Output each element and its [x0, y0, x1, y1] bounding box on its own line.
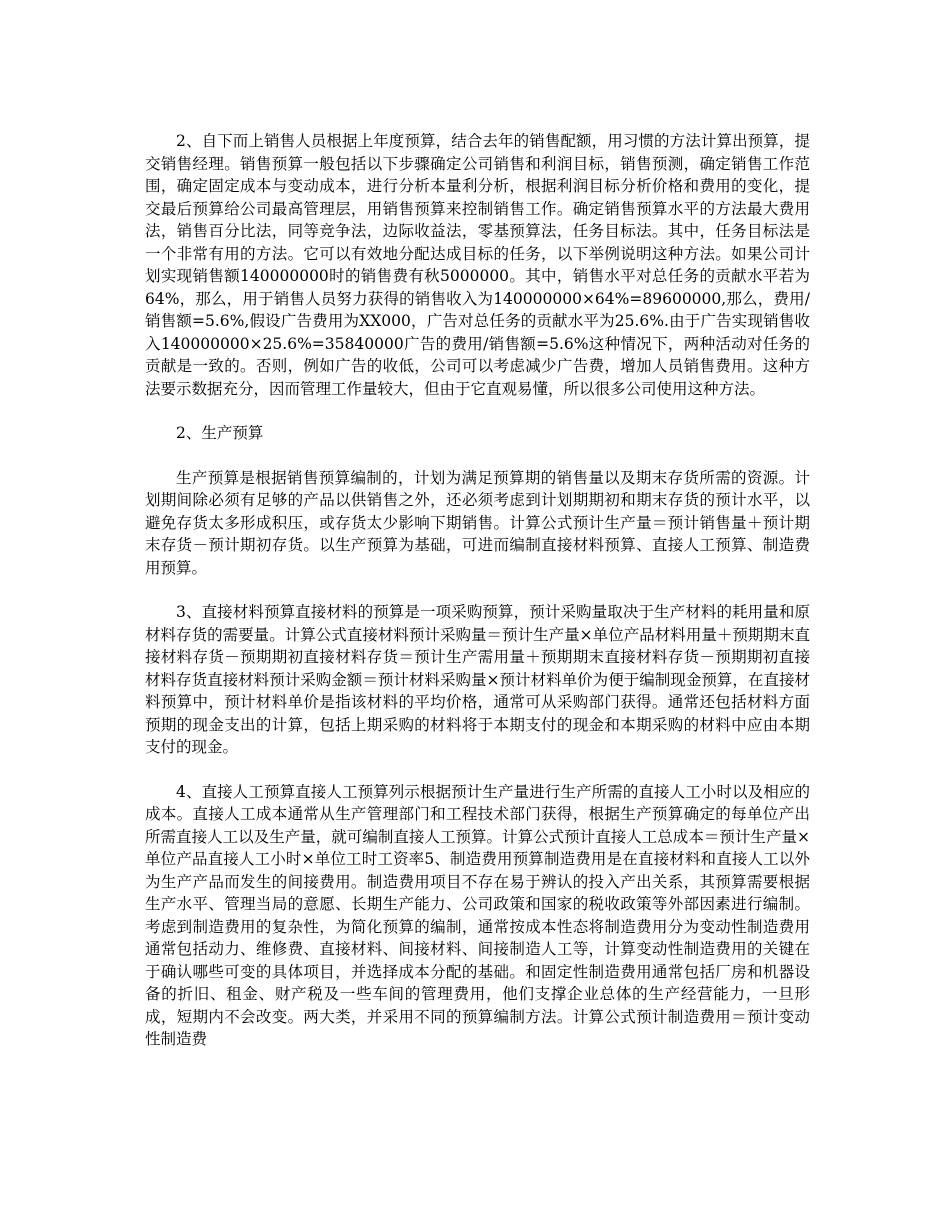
paragraph-direct-labor-budget: 4、直接人工预算直接人工预算列示根据预计生产量进行生产所需的直接人工小时以及相应的成本。直接人工成本通常从生产管理部门和工程技术部门获得，根据生产预算确定的每单位产出所需直接人工以及生产量，就可编制直接人工预算。计算公式预计直接人工总成本＝预计生产量×单位产品直接人工小时×单位工时工资率5、制造费用预算制造费用是在直接材料和直接人工以外为生产产品而发生的间接费用。制造费用项目不存在易于辨认的投入产出关系，其预算需要根据生产水平、管理当局的意愿、长期生产能力、公司政策和国家的税收政策等外部因素进行编制。考虑到制造费用的复杂性，为简化预算的编制，通常按成本性态将制造费用分为变动性制造费用通常包括动力、维修费、直接材料、间接材料、间接制造人工等，计算变动性制造费用的关键在于确认哪些可变的具体项目，并选择成本分配的基础。和固定性制造费用通常包括厂房和机器设备的折旧、租金、财产税及一些车间的管理费用，他们支撑企业总体的生产经营能力，一旦形成，短期内不会改变。两大类，并采用不同的预算编制方法。计算公式预计制造费用＝预计变动性制造费 — [145, 782, 810, 1048]
paragraph-production-budget: 生产预算是根据销售预算编制的，计划为满足预算期的销售量以及期末存货所需的资源。计划期间除必须有足够的产品以供销售之外，还必须考虑到计划期期初和期末存货的预计水平，以避免存货太多形成积压，或存货太少影响下期销售。计算公式预计生产量＝预计销售量＋预计期末存货－预计期初存货。以生产预算为基础，可进而编制直接材料预算、直接人工预算、制造费用预算。 — [145, 468, 810, 577]
heading-production-budget: 2、生产预算 — [176, 424, 264, 442]
document-page — [145, 130, 810, 1051]
paragraph-sales-budget: 2、自下而上销售人员根据上年度预算，结合去年的销售配额，用习惯的方法计算出预算，提交销售经理。销售预算一般包括以下步骤确定公司销售和利润目标，销售预测，确定销售工作范围，确定固定成本与变动成本，进行分析本量利分析，根据利润目标分析价格和费用的变化，提交最后预算给公司最高管理层，用销售预算来控制销售工作。确定销售预算水平的方法最大费用法，销售百分比法，同等竞争法，边际收益法，零基预算法，任务目标法。其中，任务目标法是一个非常有用的方法。它可以有效地分配达成目标的任务，以下举例说明这种方法。如果公司计划实现销售额140000000时的销售费有秋5000000。其中，销售水平对总任务的贡献水平若为64%，那么，用于销售人员努力获得的销售收入为140000000×64%=89600000,那么，费用/销售额=5.6%,假设广告费用为XX000，广告对总任务的贡献水平为25.6%.由于广告实现销售收入140000000×25.6%=35840000广告的费用/销售额=5.6%这种情况下，两种活动对任务的贡献是一致的。否则，例如广告的收低，公司可以考虑减少广告费，增加人员销售费用。这种方法要示数据充分，因而管理工作量较大，但由于它直观易懂，所以很多公司使用这种方法。 — [145, 132, 810, 398]
paragraph-direct-materials-budget: 3、直接材料预算直接材料的预算是一项采购预算，预计采购量取决于生产材料的耗用量和原材料存货的需要量。计算公式直接材料预计采购量＝预计生产量×单位产品材料用量＋预期期末直接材料存货－预期期初直接材料存货＝预计生产需用量＋预期期末直接材料存货－预期期初直接材料存货直接材料预计采购金额＝预计材料采购量×预计材料单价为便于编制现金预算，在直接材料预算中，预计材料单价是指该材料的平均价格，通常可从采购部门获得。通常还包括材料方面预期的现金支出的计算，包括上期采购的材料将于本期支付的现金和本期采购的材料中应由本期支付的现金。 — [145, 603, 810, 756]
